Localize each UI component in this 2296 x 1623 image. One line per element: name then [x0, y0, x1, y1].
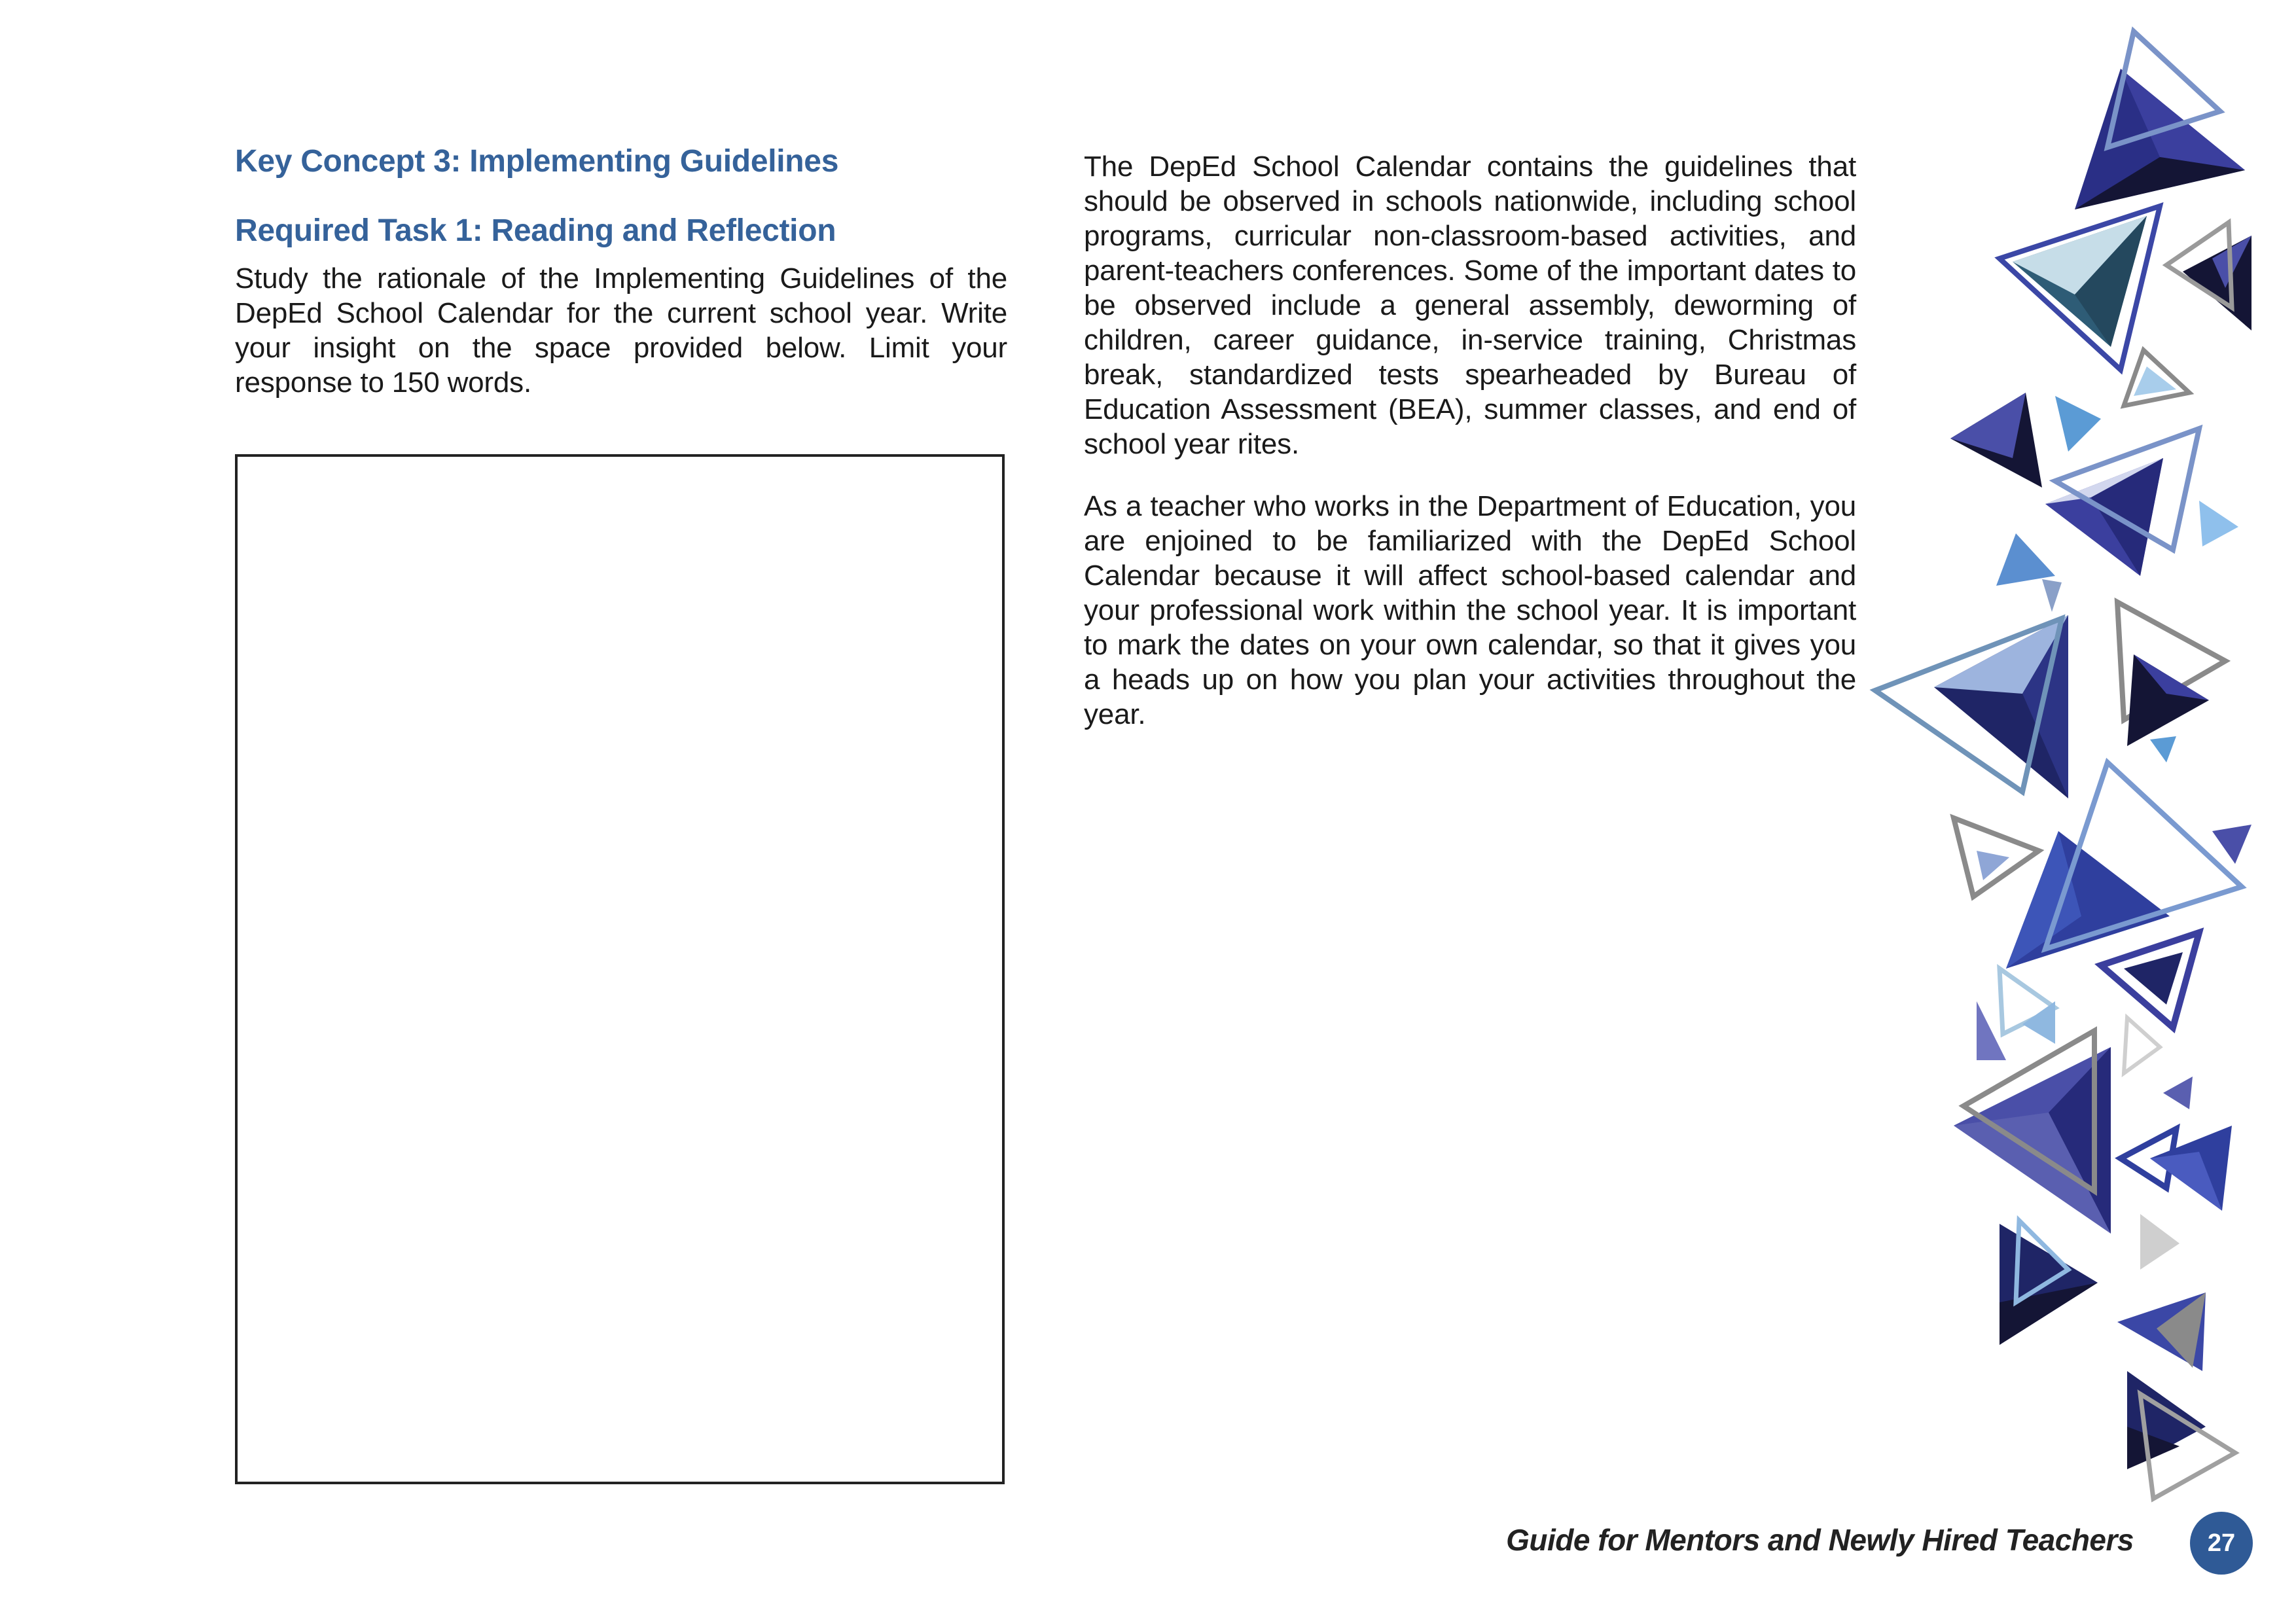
triangle-shape — [2022, 1001, 2055, 1044]
triangle-shape — [2134, 366, 2176, 396]
reflection-response-box[interactable] — [235, 454, 1005, 1484]
task-heading: Required Task 1: Reading and Reflection — [235, 213, 836, 248]
triangle-shape — [2042, 579, 2062, 612]
triangle-shape — [2199, 501, 2238, 546]
triangle-outline — [2124, 1018, 2160, 1073]
calendar-paragraph-2: As a teacher who works in the Department of Education, you are enjoined to be familiarized with the DepEd School Calendar because it will affect school-based calendar and your professional work within the school year. It is important to mark the dates on your own calendar, so that it gives you a heads up on how you plan your activities throughout the year. — [1084, 490, 1856, 730]
triangle-shape — [1996, 533, 2055, 586]
triangle-shape — [2150, 736, 2176, 762]
triangle-shape — [2127, 654, 2209, 746]
decorative-triangles — [1859, 0, 2296, 1623]
left-column — [235, 143, 1007, 400]
triangle-shape — [2055, 396, 2101, 452]
task-instructions: Study the rationale of the Implementing Guidelines of the DepEd School Calendar for the current school year. Write your insight on the space provided below. Limit your response to 150 words. — [235, 262, 1007, 399]
triangle-shape — [2212, 825, 2251, 864]
calendar-paragraph-1: The DepEd School Calendar contains the guidelines that should be observed in schools nationwide, including school programs, curricular non-classroom-based activities, and parent-teachers conferences. Some of the important dates to be observed include a general assembly, deworming of children, career guidance, in-service training, Christmas break, standardized tests spearheaded by Bureau of Education Assessment (BEA), summer classes, and end of school year rites. — [1084, 151, 1856, 460]
triangle-shape — [2140, 1214, 2179, 1270]
footer-guide-title: Guide for Mentors and Newly Hired Teachers — [1506, 1523, 2134, 1557]
key-concept-heading: Key Concept 3: Implementing Guidelines — [235, 144, 839, 179]
triangle-shape — [1950, 393, 2026, 458]
triangle-shape — [2163, 1077, 2193, 1109]
right-column — [1084, 149, 1856, 732]
page-number-badge: 27 — [2190, 1512, 2253, 1575]
